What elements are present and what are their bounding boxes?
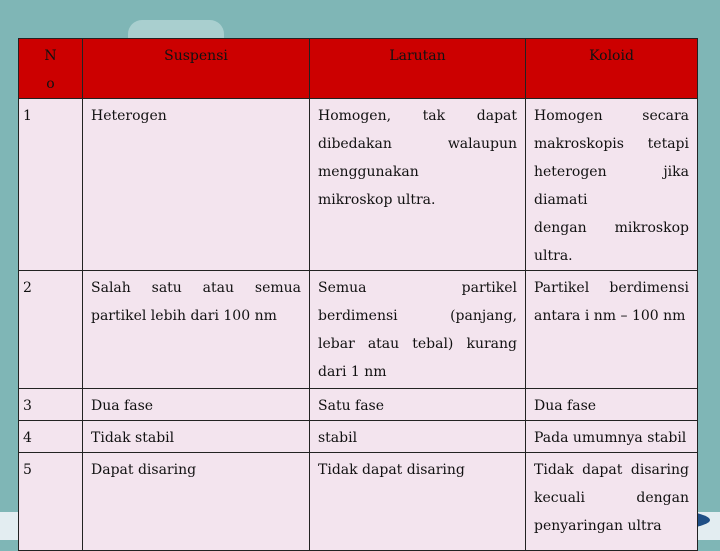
cell-suspensi-line: Salah satu atau semua — [91, 280, 301, 296]
cell-koloid-line: Partikel berdimensi — [534, 280, 689, 296]
cell-koloid-line: Dua fase — [534, 398, 597, 414]
cell-koloid — [526, 421, 698, 453]
cell-larutan-line: stabil — [318, 430, 358, 446]
cell-no: 4 — [19, 421, 83, 453]
cell-suspensi — [83, 271, 310, 389]
cell-larutan — [310, 271, 526, 389]
cell-no: 3 — [19, 389, 83, 421]
cell-koloid-line: ultra. — [534, 248, 573, 264]
cell-larutan-line: lebar atau tebal) kurang — [318, 336, 517, 352]
table-row — [19, 271, 698, 389]
cell-koloid — [526, 453, 698, 551]
cell-suspensi — [83, 389, 310, 421]
cell-larutan-line: dari 1 nm — [318, 364, 387, 380]
cell-koloid-line: Tidak dapat disaring — [534, 462, 689, 478]
header-no — [19, 39, 83, 99]
cell-koloid-line: antara i nm – 100 nm — [534, 308, 686, 324]
table-row — [19, 99, 698, 271]
cell-larutan-line: Satu fase — [318, 398, 385, 414]
header-no-line2: o — [46, 76, 55, 92]
header-larutan: Larutan — [310, 39, 526, 99]
cell-suspensi-line: partikel lebih dari 100 nm — [91, 308, 277, 324]
cell-larutan-line: berdimensi (panjang, — [318, 308, 517, 324]
cell-koloid — [526, 271, 698, 389]
cell-larutan-line: Tidak dapat disaring — [318, 462, 465, 478]
cell-koloid-line: kecuali dengan — [534, 490, 689, 506]
cell-suspensi — [83, 453, 310, 551]
cell-no: 2 — [19, 271, 83, 389]
comparison-table — [18, 38, 698, 551]
cell-koloid-line: makroskopis tetapi — [534, 136, 689, 152]
cell-koloid — [526, 99, 698, 271]
cell-koloid — [526, 389, 698, 421]
header-suspensi: Suspensi — [83, 39, 310, 99]
table-row — [19, 389, 698, 421]
header-no-line1: N — [44, 48, 57, 64]
table-row — [19, 453, 698, 551]
cell-larutan-line: mikroskop ultra. — [318, 192, 436, 208]
cell-koloid-line: penyaringan ultra — [534, 518, 662, 534]
cell-koloid-line: Pada umumnya stabil — [534, 430, 687, 446]
table-header-row — [19, 39, 698, 99]
cell-larutan — [310, 421, 526, 453]
cell-koloid-line: Homogen secara — [534, 108, 689, 124]
cell-koloid-line: heterogen jika diamati — [534, 164, 689, 208]
cell-no: 1 — [19, 99, 83, 271]
cell-suspensi-line: Heterogen — [91, 108, 167, 124]
cell-larutan-line: Homogen, tak dapat — [318, 108, 517, 124]
cell-larutan-line: dibedakan walaupun — [318, 136, 517, 152]
cell-larutan — [310, 389, 526, 421]
header-koloid: Koloid — [526, 39, 698, 99]
cell-suspensi-line: Tidak stabil — [91, 430, 175, 446]
cell-suspensi — [83, 421, 310, 453]
table-row — [19, 421, 698, 453]
cell-larutan — [310, 99, 526, 271]
cell-suspensi-line: Dapat disaring — [91, 462, 197, 478]
cell-koloid-line: dengan mikroskop — [534, 220, 689, 236]
cell-no: 5 — [19, 453, 83, 551]
cell-suspensi-line: Dua fase — [91, 398, 154, 414]
cell-larutan-line: Semua partikel — [318, 280, 517, 296]
cell-larutan-line: menggunakan — [318, 164, 419, 180]
cell-suspensi — [83, 99, 310, 271]
cell-larutan — [310, 453, 526, 551]
